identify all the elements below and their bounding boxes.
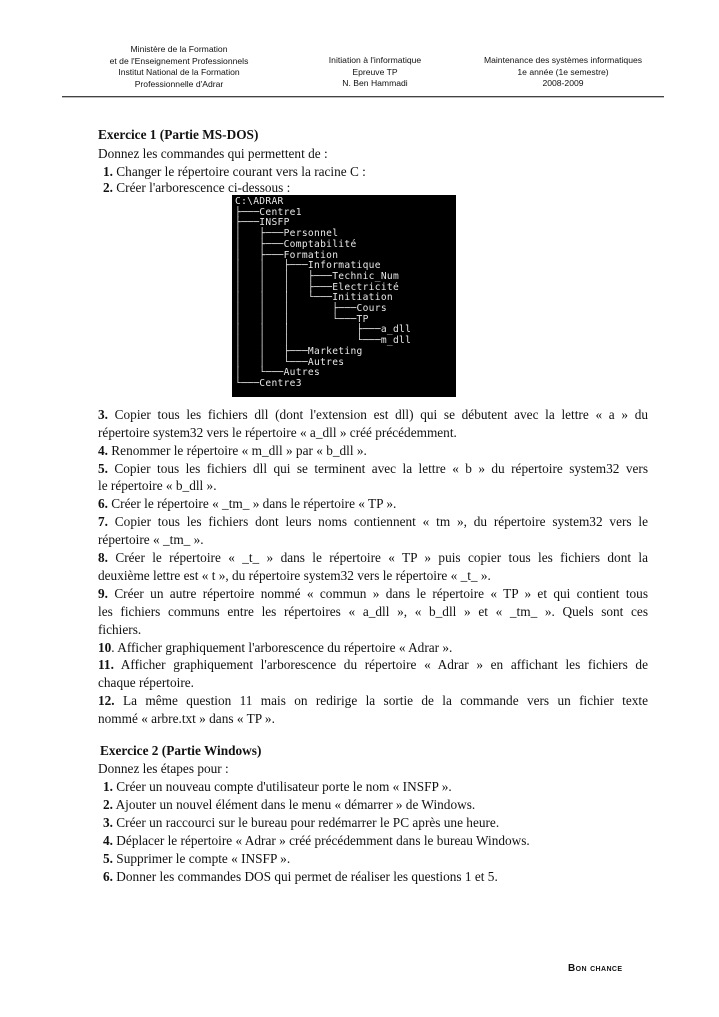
question-7-line [98,514,648,530]
question-number: 4. [98,443,108,458]
header-course [300,55,450,90]
header-left-line: Institut National de la Formation [118,67,240,77]
exercise2-intro: Donnez les étapes pour : [98,761,229,776]
step-number: 4. [103,833,113,848]
question-text: Créer un autre répertoire nommé « commun » dans le répertoire « TP » et qui contient tous [107,586,648,601]
question-text: Copier tous les fichiers dont leurs noms contiennent « tm », du répertoire system32 vers le [107,514,648,529]
header-left-line: et de l'Enseignement Professionnels [109,55,249,66]
header-right-line: Maintenance des systèmes informatiques [483,55,643,65]
header-divider [62,96,664,97]
step-number: 2. [103,797,113,812]
question-text: Créer le répertoire « _tm_ » dans le répertoire « TP ». [107,496,397,511]
question-11-line [98,657,648,673]
question-4-line [98,443,648,459]
step-number: 1. [103,779,113,794]
question-5-line: le répertoire « b_dll ». [98,478,217,493]
question-text: . Afficher graphiquement l'arborescence du répertoire « Adrar ». [111,640,453,655]
question-text: Copier tous les fichiers dll (dont l'extension est dll) qui se débutent avec la lettre « a » du [107,407,648,422]
header-mid-line: Epreuve TP [352,66,398,77]
step-number: 5. [103,851,113,866]
exercise2-step-3 [103,815,653,831]
header-right-line: 2008-2009 [542,78,584,88]
question-9-line: fichiers. [98,622,142,637]
question-number: 6. [98,496,108,511]
exercise2-step-2 [103,797,653,813]
header-left-line: Professionnelle d'Adrar [134,78,224,89]
step-number: 3. [103,815,113,830]
question-number: 1. [103,164,113,179]
question-text: Copier tous les fichiers dll qui se terminent avec la lettre « b » du répertoire system32 vers [107,461,648,476]
question-7-line: répertoire « _tm_ ». [98,532,204,547]
question-number: 10 [98,640,112,655]
exercise1-intro: Donnez les commandes qui permettent de : [98,146,328,161]
exercise2-step-5 [103,851,653,867]
question-text: Créer le répertoire « _t_ » dans le répertoire « TP » puis copier tous les fichiers dont la [107,550,648,565]
question-number: 7. [98,514,108,529]
header-mid-line: N. Ben Hammadi [342,78,408,88]
question-3-line: répertoire system32 vers le répertoire « a_dll » créé précédemment. [98,425,457,440]
question-12-line: nommé « arbre.txt » dans « TP ». [98,711,275,726]
question-8-line: deuxième lettre est « t », du répertoire system32 vers le répertoire « _t_ ». [98,568,491,583]
header-institution [96,44,262,90]
question-number: 11. [98,657,114,672]
exercise1-title: Exercice 1 (Partie MS-DOS) [98,127,259,142]
step-text: Donner les commandes DOS qui permet de réaliser les questions 1 et 5. [112,869,498,884]
question-number: 3. [98,407,108,422]
dos-tree-output: C:\ADRAR ├───Centre1 ├───INSFP │ ├───Personnel │ ├───Comptabilité │ ├───Formation │ │ ├───Informatique │ │ │ ├───Technic_Num │ │ │ ├───Electricité │ │ │ └───Initiation │ │ │ ├───Cours │ │ │ └───TP │ │ │ ├───a_dll │ │ │ └───m_dll │ │ ├───Marketing │ │ └───Autres │ └───Autres └───Centre3 [235,196,412,389]
question-5-line [98,461,648,477]
question-12-line [98,693,648,709]
question-number: 8. [98,550,108,565]
step-text: Ajouter un nouvel élément dans le menu « démarrer » de Windows. [112,797,476,812]
header-left-line: Ministère de la Formation [130,44,228,54]
question-text: Créer l'arborescence ci-dessous : [112,180,291,195]
exercise2-title: Exercice 2 (Partie Windows) [100,743,262,758]
header-right-line: 1e année (1e semestre) [517,66,609,77]
footer-text: Bon chance [568,963,623,974]
step-text: Créer un nouveau compte d'utilisateur porte le nom « INSFP ». [112,779,452,794]
step-text: Déplacer le répertoire « Adrar » créé précédemment dans le bureau Windows. [112,833,530,848]
step-text: Supprimer le compte « INSFP ». [112,851,291,866]
question-6-line [98,496,648,512]
question-11-line: chaque répertoire. [98,675,194,690]
exercise2-step-1 [103,779,653,795]
question-10-line [98,640,648,656]
question-text: Changer le répertoire courant vers la racine C : [112,164,366,179]
dos-tree-screenshot [232,195,456,397]
header-mid-line: Initiation à l'informatique [328,55,422,65]
question-8-line [98,550,648,566]
exercise1-question-2 [103,180,653,196]
question-text: Renommer le répertoire « m_dll » par « b_dll ». [107,443,367,458]
exercise1-question-1 [103,164,653,180]
step-number: 6. [103,869,113,884]
step-text: Créer un raccourci sur le bureau pour redémarrer le PC après une heure. [112,815,500,830]
question-text: La même question 11 mais on redirige la sortie de la commande vers un fichier texte [114,693,648,708]
footer-good-luck [568,963,622,974]
exercise2-step-4 [103,833,653,849]
question-number: 12. [98,693,115,708]
question-text: Afficher graphiquement l'arborescence du répertoire « Adrar » en affichant les fichiers de [113,657,648,672]
question-number: 2. [103,180,113,195]
question-9-line [98,586,648,602]
question-3-line [98,407,648,423]
question-number: 9. [98,586,108,601]
exercise2-step-6 [103,869,653,885]
header-program [470,55,656,90]
question-9-line: les fichiers communs entre les répertoires « a_dll », « b_dll » et « _tm_ ». Quels sont ces [98,604,648,619]
question-number: 5. [98,461,108,476]
